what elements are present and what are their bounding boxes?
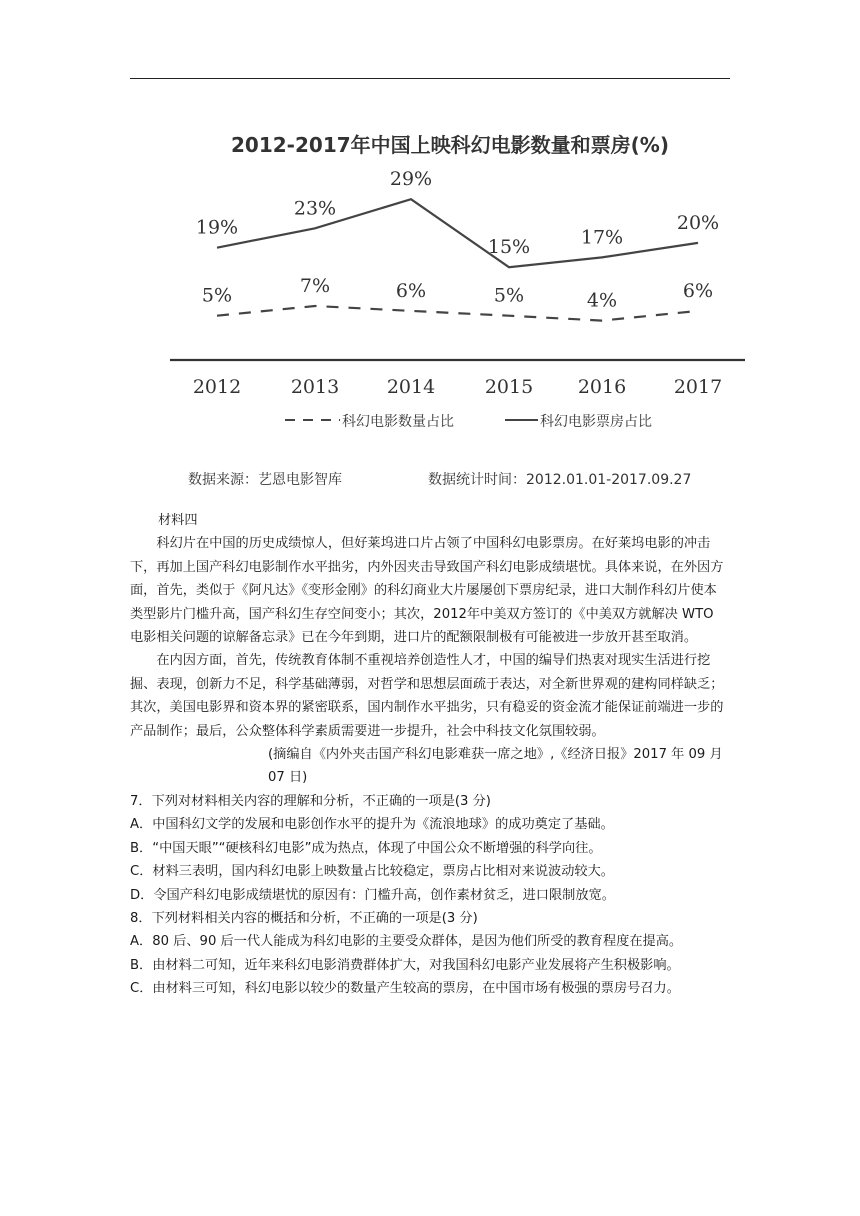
header-rule <box>130 78 730 79</box>
article-body <box>130 509 730 1001</box>
chart-title: 2012-2017年中国上映科幻电影数量和票房(%) <box>231 133 669 157</box>
legend <box>285 413 652 430</box>
material-heading: 材料四 <box>158 513 198 528</box>
chart-source-note: 数据来源：艺恩电影智库 <box>188 472 342 488</box>
x-tick-label: 2013 <box>290 376 340 398</box>
data-label: 19% <box>195 216 239 239</box>
x-tick-label: 2015 <box>484 376 534 398</box>
data-label: 20% <box>676 211 720 234</box>
line-chart <box>160 112 750 502</box>
data-label: 15% <box>487 236 531 259</box>
question-8-option-c: C．由材料三可知，科幻电影以较少的数量产生较高的票房，在中国市场有极强的票房号召力。 <box>130 981 680 997</box>
material-paragraph-2: 在内因方面，首先，传统教育体制不重视培养创造性人才，中国的编导们热衷对现实生活进行挖掘、表现，创新力不足，科学基础薄弱，对哲学和思想层面疏于表达，对全新世界观的建构同样缺乏；其次，美国电影界和资本界的紧密联系，国内制作水平拙劣，只有稳妥的资金流才能保证前端进一步的产品制作；最后，公众整体科学素质需要进一步提升，社会中科技文化氛围较弱。 <box>130 653 724 739</box>
data-label: 7% <box>299 275 331 297</box>
data-label: 5% <box>493 284 525 307</box>
data-label: 6% <box>682 279 714 302</box>
series-box-office-line <box>217 199 698 267</box>
question-8-option-b: B．由材料二可知，近年来科幻电影消费群体扩大，对我国科幻电影产业发展将产生积极影响。 <box>130 957 680 973</box>
question-7-option-c: C．材料三表明，国内科幻电影上映数量占比较稳定，票房占比相对来说波动较大。 <box>130 864 614 880</box>
chart-time-note: 数据统计时间：2012.01.01-2017.09.27 <box>428 472 692 488</box>
data-label: 23% <box>293 197 337 220</box>
series-count-line <box>217 306 698 321</box>
question-7-option-b: B．“中国天眼”“硬核科幻电影”成为热点，体现了中国公众不断增强的科学向往。 <box>130 840 602 856</box>
legend-box-label: 科幻电影票房占比 <box>540 414 652 430</box>
question-7-option-a: A．中国科幻文学的发展和电影创作水平的提升为《流浪地球》的成功奠定了基础。 <box>130 817 614 833</box>
question-7-option-d: D．令国产科幻电影成绩堪忧的原因有：门槛升高，创作素材贫乏，进口限制放宽。 <box>130 887 615 903</box>
x-tick-label: 2017 <box>673 376 723 398</box>
data-label: 5% <box>201 284 233 307</box>
chart <box>160 112 750 502</box>
x-tick-label: 2014 <box>386 376 436 398</box>
data-label: 6% <box>395 279 427 302</box>
data-label: 29% <box>389 168 433 191</box>
data-label: 17% <box>580 226 624 249</box>
material-source: (摘编自《内外夹击国产科幻电影难获一席之地》,《经济日报》2017 年 09 月 07 日) <box>268 747 723 786</box>
x-tick-label: 2012 <box>192 376 242 398</box>
question-8-stem: 8．下列材料相关内容的概括和分析，不正确的一项是(3 分) <box>130 910 478 926</box>
question-8-option-a: A．80 后、90 后一代人能成为科幻电影的主要受众群体，是因为他们所受的教育程度在提高。 <box>130 934 683 950</box>
data-label: 4% <box>586 289 618 312</box>
material-paragraph-1: 科幻片在中国的历史成绩惊人，但好莱坞进口片占领了中国科幻电影票房。在好莱坞电影的冲击下，再加上国产科幻电影制作水平拙劣，内外因夹击导致国产科幻电影成绩堪忧。具体来说，在外因方面，首先，类似于《阿凡达》《变形金刚》的科幻商业大片屡屡创下票房纪录，进口大制作科幻片使本类型影片门槛升高，国产科幻生存空间变小；其次，2012年中美双方签订的《中美双方就解决 WTO 电影相关问题的谅解备忘录》已在今年到期，进口片的配额限制极有可能被进一步放开甚至取消。 <box>130 536 724 646</box>
legend-count-label: 科幻电影数量占比 <box>342 414 454 430</box>
question-7-stem: 7．下列对材料相关内容的理解和分析，不正确的一项是(3 分) <box>130 793 491 809</box>
x-tick-label: 2016 <box>577 376 627 398</box>
